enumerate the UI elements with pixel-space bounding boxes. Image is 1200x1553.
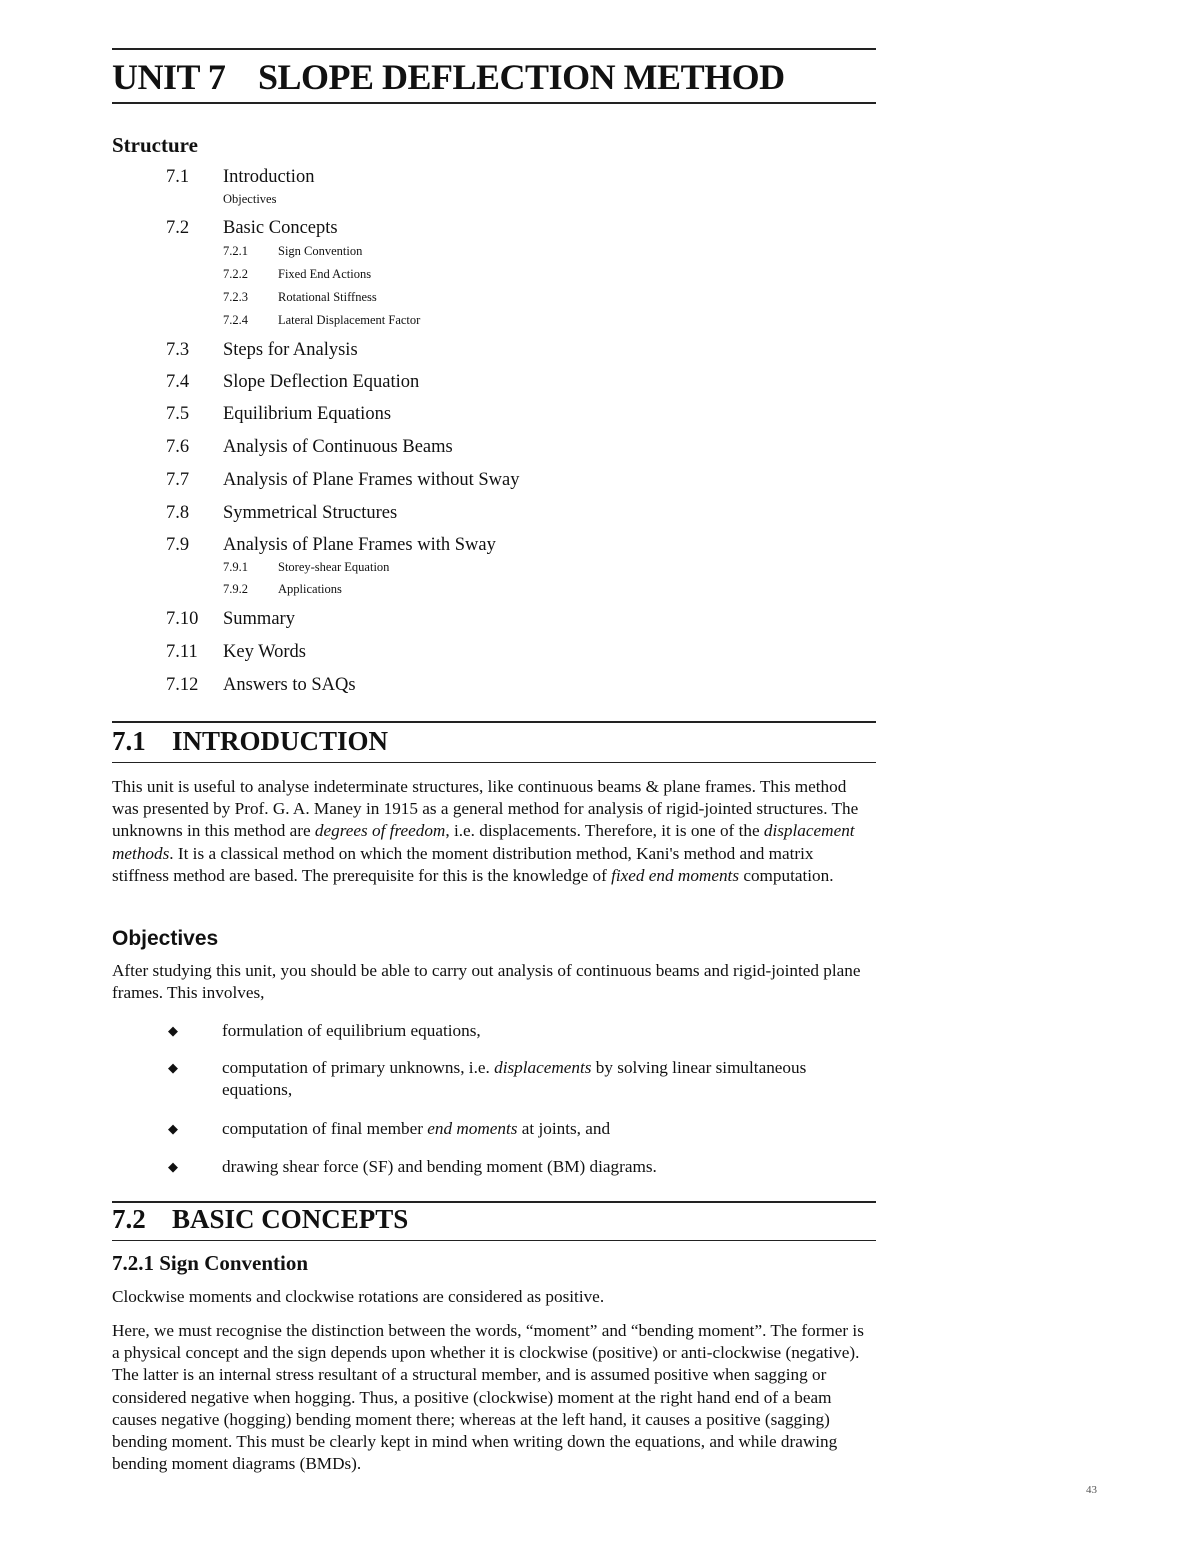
- toc-item-title: Answers to SAQs: [223, 675, 356, 695]
- toc-item-number: 7.4: [166, 372, 190, 392]
- toc-item-number: 7.2: [166, 218, 190, 238]
- bullet-dot: ◆: [168, 1023, 178, 1038]
- title-rule-bottom: [112, 102, 876, 104]
- list-item-emphasis: end moments: [427, 1119, 518, 1138]
- list-item-text: [222, 1057, 822, 1101]
- toc-item-number: 7.10: [166, 609, 199, 629]
- toc-subitem-title: Rotational Stiffness: [278, 290, 377, 304]
- toc-item-number: 7.3: [166, 340, 190, 360]
- toc-item-title: Analysis of Plane Frames without Sway: [223, 470, 520, 490]
- bullet-dot: ◆: [168, 1121, 178, 1136]
- toc-subitem-title: Applications: [278, 582, 342, 596]
- unit-title-text: SLOPE DEFLECTION METHOD: [258, 57, 785, 97]
- toc-item-number: 7.11: [166, 642, 198, 662]
- toc-subitem-number: 7.9.2: [223, 582, 248, 596]
- section-rule-bottom: [112, 1240, 876, 1241]
- section-heading-introduction: [112, 726, 388, 757]
- toc-item-title: Steps for Analysis: [223, 340, 358, 360]
- toc-item-title: Slope Deflection Equation: [223, 372, 420, 392]
- section-heading-basic-concepts: [112, 1204, 408, 1235]
- introduction-paragraph: [112, 776, 872, 887]
- intro-text: . It is a classical method on which the moment distribution method, Kani's method and matrix stiffness method are based. The prerequisite for this is the knowledge of: [112, 843, 814, 885]
- section-rule-top: [112, 1201, 876, 1203]
- list-item-text-part: computation of final member: [222, 1119, 428, 1138]
- toc-item-title: Analysis of Plane Frames with Sway: [223, 535, 496, 555]
- intro-text: , i.e. displacements. Therefore, it is one of the: [445, 821, 764, 841]
- intro-text: computation.: [739, 865, 834, 885]
- list-item-text-part: formulation of equilibrium equations,: [222, 1021, 481, 1040]
- toc-subitem-number: 7.2.2: [223, 267, 248, 281]
- section-number: 7.1: [112, 726, 146, 756]
- structure-heading: Structure: [112, 133, 198, 157]
- toc-subitem-title: Lateral Displacement Factor: [278, 313, 421, 327]
- toc-item-title: Introduction: [223, 167, 315, 187]
- toc-subitem-number: 7.9.1: [223, 560, 248, 574]
- list-item-text: [222, 1156, 822, 1178]
- list-item-text-part: by solving linear simultaneous equations,: [222, 1058, 807, 1099]
- intro-emphasis: displacement methods: [112, 821, 855, 863]
- intro-text: This unit is useful to analyse indeterminate structures, like continuous beams & plane frames. This method was presented by Prof. G. A. Maney in 1915 as a general method for analysis of rigid-jointed structures. The unknowns in this method are: [112, 777, 859, 841]
- section-number: 7.2: [112, 1204, 146, 1234]
- toc-item-number: 7.6: [166, 437, 190, 457]
- intro-emphasis: degrees of freedom: [314, 821, 446, 841]
- toc-subitem-number: 7.2.1: [223, 244, 248, 258]
- toc-item-title: Analysis of Continuous Beams: [223, 437, 453, 457]
- toc-subitem-title: Storey-shear Equation: [278, 560, 390, 574]
- section-rule-bottom: [112, 762, 876, 763]
- bullet-dot: ◆: [168, 1159, 178, 1174]
- toc-item-title: Basic Concepts: [223, 218, 338, 238]
- toc-subitem-number: 7.2.3: [223, 290, 248, 304]
- list-item-text-part: drawing shear force (SF) and bending moment (BM) diagrams.: [222, 1157, 657, 1176]
- page-number: 43: [1086, 1484, 1097, 1496]
- toc-subitem-number: 7.2.4: [223, 313, 248, 327]
- bullet-dot: ◆: [168, 1060, 178, 1075]
- section-title: INTRODUCTION: [172, 726, 389, 756]
- toc-item-title: Key Words: [223, 642, 306, 662]
- subsection-heading-sign-convention: 7.2.1 Sign Convention: [112, 1251, 309, 1275]
- toc-subitem-title: Sign Convention: [278, 244, 363, 258]
- toc-item-number: 7.12: [166, 675, 199, 695]
- toc-objectives-note: Objectives: [223, 192, 277, 206]
- intro-emphasis: fixed end moments: [611, 865, 740, 885]
- section-title: BASIC CONCEPTS: [172, 1204, 409, 1234]
- list-item-text-part: computation of primary unknowns, i.e.: [222, 1058, 495, 1077]
- title-rule-top: [112, 48, 876, 50]
- toc-subitem-title: Fixed End Actions: [278, 267, 372, 281]
- sign-convention-paragraph: Here, we must recognise the distinction between the words, “moment” and “bending moment”. The former is a physical concept and the sign depends upon whether it is clockwise (positive) or anti-clockwise (negative). The latter is an internal stress resultant of a structural member, and is assumed positive when sagging or considered negative when hogging. Thus, a positive (clockwise) moment at the right hand end of a beam causes negative (hogging) bending moment there; whereas at the left hand, it causes a positive (sagging) bending moment. This must be clearly kept in mind when writing down the equations, and while drawing bending moment diagrams (BMDs).: [112, 1321, 864, 1474]
- toc-item-number: 7.7: [166, 470, 190, 490]
- list-item-text: [222, 1020, 822, 1042]
- list-item-text-part: at joints, and: [517, 1119, 611, 1138]
- list-item-text: [222, 1118, 822, 1140]
- list-item-emphasis: displacements: [494, 1058, 592, 1077]
- toc-item-number: 7.8: [166, 503, 190, 523]
- toc-item-title: Symmetrical Structures: [223, 503, 398, 523]
- objectives-intro: After studying this unit, you should be able to carry out analysis of continuous beams and rigid-jointed plane frames. This involves,: [112, 961, 861, 1003]
- toc-item-title: Equilibrium Equations: [223, 404, 392, 424]
- toc-item-number: 7.9: [166, 535, 190, 555]
- toc-item-number: 7.1: [166, 167, 190, 187]
- toc-item-title: Summary: [223, 609, 295, 629]
- toc-item-number: 7.5: [166, 404, 190, 424]
- sign-convention-statement: Clockwise moments and clockwise rotations are considered as positive.: [112, 1287, 605, 1306]
- unit-title: [112, 56, 785, 98]
- objectives-heading: Objectives: [112, 927, 219, 950]
- unit-number: UNIT 7: [112, 57, 226, 97]
- section-rule-top: [112, 721, 876, 723]
